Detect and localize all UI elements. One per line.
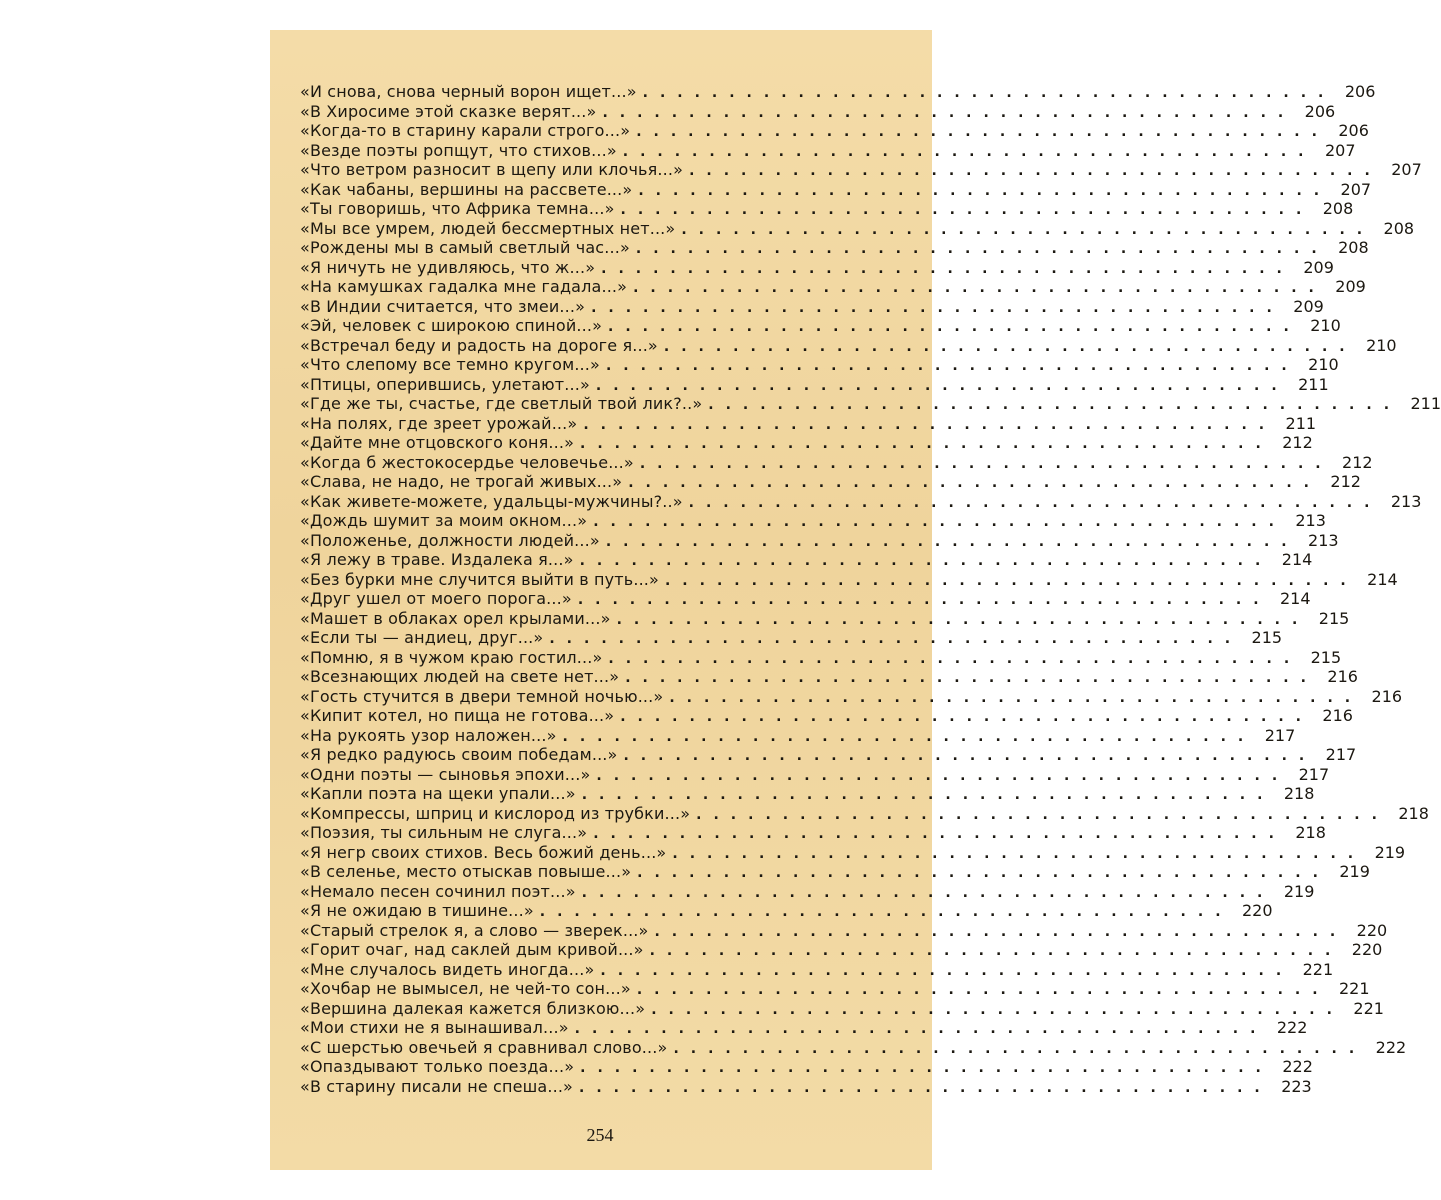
toc-entry — [300, 569, 1398, 590]
toc-entry-page: 213 — [1390, 491, 1422, 511]
dot-leader: ........................................ — [549, 631, 1243, 647]
toc-entry-page: 221 — [1302, 959, 1334, 979]
dot-leader: ........................................ — [616, 611, 1310, 628]
toc-entry-title: «Дождь шумит за моим окном...» — [300, 511, 588, 530]
toc-entry-page: 206 — [1344, 82, 1376, 101]
toc-entry-title: «Я негр своих стихов. Весь божий день...» — [300, 842, 667, 862]
toc-entry-title: «В селенье, место отыскав повыше...» — [300, 862, 632, 881]
toc-entry — [300, 764, 1330, 785]
dot-leader: ........................................ — [654, 923, 1348, 940]
toc-entry-page: 214 — [1367, 569, 1398, 589]
toc-entry-title: «Одни поэты — сыновья эпохи...» — [300, 764, 591, 784]
toc-entry-page: 206 — [1338, 121, 1369, 140]
toc-entry-page: 213 — [1295, 511, 1326, 530]
toc-entry — [300, 589, 1311, 609]
dot-leader: ........................................ — [583, 416, 1277, 433]
toc-entry-page: 208 — [1338, 238, 1369, 257]
toc-entry-title: «Если ты — андиец, друг...» — [300, 628, 544, 647]
toc-entry — [300, 296, 1324, 317]
dot-leader: ........................................ — [595, 377, 1289, 394]
toc-entry-title: «Я не ожидаю в тишине...» — [300, 901, 534, 920]
dot-leader: ........................................ — [600, 962, 1294, 979]
dot-leader: ........................................ — [639, 455, 1333, 472]
toc-entry — [300, 121, 1369, 141]
toc-entry-page: 208 — [1383, 218, 1415, 238]
toc-entry-title: «В старину писали не спеша...» — [300, 1076, 573, 1096]
toc-entry — [300, 1018, 1308, 1038]
toc-entry-title: «Как чабаны, вершины на рассвете...» — [300, 179, 633, 199]
toc-entry-title: «Друг ушел от моего порога...» — [300, 589, 572, 608]
toc-entry — [300, 199, 1354, 219]
dot-leader: ........................................ — [605, 358, 1299, 374]
toc-entry-title: «Когда б жестокосердье человечье...» — [300, 452, 634, 472]
toc-entry — [300, 1037, 1407, 1058]
toc-entry — [300, 608, 1350, 629]
toc-entry — [300, 745, 1357, 765]
toc-entry-title: «Что слепому все темно кругом...» — [300, 355, 600, 374]
toc-entry-page: 220 — [1241, 901, 1273, 920]
toc-entry — [300, 472, 1361, 492]
toc-entry — [300, 179, 1372, 200]
toc-entry-page: 212 — [1342, 452, 1373, 472]
toc-entry — [300, 920, 1388, 941]
toc-entry-title: «Встречал беду и радость на дороге я...» — [300, 335, 658, 355]
dot-leader: ........................................ — [636, 124, 1329, 140]
toc-entry — [300, 238, 1369, 258]
toc-entry — [300, 686, 1403, 707]
toc-entry-page: 221 — [1353, 998, 1384, 1018]
toc-entry — [300, 1076, 1312, 1097]
dot-leader: ........................................ — [579, 553, 1273, 569]
toc-entry-page: 217 — [1325, 745, 1357, 764]
dot-leader: ........................................ — [635, 241, 1329, 257]
toc-entry-page: 210 — [1308, 355, 1339, 374]
toc-entry-title: «В Хиросиме этой сказке верят...» — [300, 101, 597, 121]
toc-entry-page: 210 — [1310, 316, 1341, 335]
toc-entry — [300, 784, 1315, 804]
toc-entry — [300, 160, 1422, 180]
dot-leader: ........................................ — [663, 338, 1357, 355]
dot-leader: ........................................ — [649, 943, 1343, 959]
dot-leader: ........................................ — [577, 592, 1271, 608]
dot-leader: ........................................ — [579, 1079, 1272, 1096]
toc-entry-title: «Положенье, должности людей...» — [300, 530, 600, 550]
toc-entry-title: «Без бурки мне случится выйти в путь...» — [300, 569, 659, 589]
toc-entry-page: 214 — [1281, 550, 1313, 569]
dot-leader: ........................................ — [689, 163, 1382, 179]
toc-entry-page: 222 — [1282, 1057, 1313, 1076]
dot-leader: ........................................ — [593, 826, 1286, 842]
toc-entry-title: «Как живете-можете, удальцы-мужчины?..» — [300, 491, 683, 511]
toc-entry — [300, 335, 1397, 356]
toc-entry — [300, 842, 1406, 863]
toc-entry-page: 220 — [1351, 940, 1383, 959]
toc-entry — [300, 979, 1370, 999]
dot-leader: ........................................ — [539, 904, 1233, 920]
dot-leader: ........................................ — [642, 85, 1336, 101]
toc-entry-title: «Всезнающих людей на свете нет...» — [300, 667, 620, 686]
dot-leader: ........................................ — [622, 143, 1316, 160]
dot-leader: ........................................ — [628, 475, 1321, 491]
toc-entry-title: «Я ничуть не удивляюсь, что ж...» — [300, 257, 596, 277]
dot-leader: ........................................ — [596, 767, 1290, 784]
dot-leader: ........................................ — [581, 884, 1275, 901]
dot-leader: ........................................ — [669, 689, 1363, 706]
toc-entry — [300, 803, 1429, 824]
dot-leader: ........................................ — [574, 1021, 1268, 1037]
dot-leader: ........................................ — [708, 397, 1402, 413]
dot-leader: ........................................ — [696, 806, 1389, 823]
dot-leader: ........................................ — [672, 845, 1366, 862]
toc-entry — [300, 628, 1283, 648]
toc-entry-title: «Когда-то в старину карали строго...» — [300, 121, 631, 140]
toc-entry-page: 216 — [1371, 686, 1403, 706]
dot-leader: ........................................ — [620, 202, 1314, 218]
toc-entry — [300, 725, 1296, 746]
toc-entry-page: 218 — [1283, 784, 1315, 803]
toc-entry-title: «Я редко радуюсь своим победам...» — [300, 745, 618, 764]
toc-entry-title: «Капли поэта на щеки упали...» — [300, 784, 576, 803]
toc-entry-title: «Кипит котел, но пища не готова...» — [300, 706, 615, 725]
dot-leader: ........................................ — [580, 1060, 1273, 1076]
dot-leader: ........................................ — [633, 280, 1326, 296]
dot-leader: ........................................ — [562, 728, 1256, 745]
toc-entry-title: «Я лежу в траве. Издалека я...» — [300, 550, 574, 569]
toc-entry-page: 212 — [1282, 433, 1313, 452]
toc-entry-page: 212 — [1330, 472, 1361, 491]
toc-entry-title: «И снова, снова черный ворон ищет...» — [300, 82, 637, 101]
toc-entry-page: 217 — [1264, 725, 1296, 745]
toc-entry-page: 211 — [1410, 394, 1441, 413]
toc-entry — [300, 140, 1356, 161]
toc-entry-title: «Мои стихи не я вынашивал...» — [300, 1018, 569, 1037]
toc-entry — [300, 940, 1383, 960]
dot-leader: ........................................ — [681, 221, 1375, 238]
toc-entry — [300, 82, 1376, 102]
toc-entry — [300, 257, 1334, 278]
toc-entry — [300, 511, 1326, 531]
toc-entry-title: «Компрессы, шприц и кислород из трубки...» — [300, 803, 691, 823]
dot-leader: ........................................ — [602, 104, 1296, 121]
toc-entry — [300, 413, 1317, 434]
toc-entry-page: 218 — [1295, 823, 1326, 842]
toc-entry-title: «Помню, я в чужом краю гостил...» — [300, 647, 603, 667]
toc-entry — [300, 862, 1370, 882]
toc-entry-title: «Везде поэты ропщут, что стихов...» — [300, 140, 617, 160]
toc-entry — [300, 491, 1422, 512]
toc-entry-page: 207 — [1391, 160, 1422, 179]
toc-entry-page: 215 — [1318, 608, 1350, 628]
toc-entry — [300, 881, 1315, 902]
toc-entry-title: «Что ветром разносит в щепу или клочья...» — [300, 160, 684, 179]
toc-entry — [300, 374, 1329, 395]
dot-leader: ........................................ — [651, 1001, 1344, 1018]
toc-entry-title: «Поэзия, ты сильным не слуга...» — [300, 823, 588, 842]
toc-entry — [300, 1057, 1313, 1077]
toc-entry-title: «На рукоять узор наложен...» — [300, 725, 557, 745]
toc-entry-title: «Гость стучится в двери темной ночью...» — [300, 686, 664, 706]
toc-entry-page: 209 — [1303, 257, 1334, 277]
toc-entry — [300, 550, 1313, 570]
toc-entry-page: 215 — [1310, 647, 1342, 667]
dot-leader: ........................................ — [608, 650, 1302, 667]
toc-entry-title: «Старый стрелок я, а слово — зверек...» — [300, 920, 649, 940]
dot-leader: ........................................ — [591, 299, 1284, 316]
toc-entry-page: 208 — [1322, 199, 1354, 218]
toc-entry-title: «Дайте мне отцовского коня...» — [300, 433, 575, 452]
toc-entry-page: 213 — [1308, 530, 1339, 550]
toc-entry-page: 223 — [1281, 1076, 1312, 1096]
toc-entry — [300, 433, 1313, 453]
toc-entry-page: 222 — [1375, 1037, 1407, 1057]
toc-entry-page: 219 — [1374, 842, 1406, 862]
toc-entry-title: «Вершина далекая кажется близкою...» — [300, 998, 646, 1018]
dot-leader: ........................................ — [608, 319, 1301, 335]
toc-entry-title: «Горит очаг, над саклей дым кривой...» — [300, 940, 644, 959]
toc-entry-title: «В Индии считается, что змеи...» — [300, 296, 586, 316]
toc-entry — [300, 101, 1336, 122]
toc-entry-title: «Слава, не надо, не трогай живых...» — [300, 472, 623, 491]
dot-leader: ........................................ — [664, 572, 1358, 589]
dot-leader: ........................................ — [581, 787, 1275, 803]
toc-entry — [300, 901, 1273, 921]
toc-entry-page: 209 — [1335, 277, 1366, 296]
toc-entry-title: «Мне случалось видеть иногда...» — [300, 959, 595, 979]
dot-leader: ........................................ — [688, 494, 1382, 511]
toc-entry-page: 218 — [1398, 803, 1429, 823]
dot-leader: ........................................ — [605, 533, 1299, 550]
toc-entry-page: 214 — [1280, 589, 1311, 608]
table-of-contents — [300, 82, 1441, 1096]
toc-entry — [300, 823, 1326, 843]
toc-entry — [300, 998, 1384, 1019]
dot-leader: ........................................ — [593, 514, 1286, 530]
toc-entry-page: 211 — [1285, 413, 1317, 433]
toc-entry-page: 207 — [1340, 179, 1372, 199]
toc-entry-page: 217 — [1298, 764, 1330, 784]
toc-entry-page: 220 — [1356, 920, 1388, 940]
toc-entry — [300, 706, 1353, 726]
toc-entry — [300, 959, 1334, 980]
toc-entry-title: «Эй, человек с широкою спиной...» — [300, 316, 603, 335]
toc-entry-page: 216 — [1322, 706, 1353, 725]
toc-entry-title: «На камушках гадалка мне гадала...» — [300, 277, 628, 296]
toc-entry-page: 219 — [1283, 881, 1315, 901]
dot-leader: ........................................ — [625, 670, 1318, 686]
toc-entry-title: «Птицы, оперившись, улетают...» — [300, 374, 590, 394]
dot-leader: ........................................ — [638, 182, 1332, 199]
toc-entry-page: 209 — [1293, 296, 1324, 316]
toc-entry-title: «На полях, где зреет урожай...» — [300, 413, 578, 433]
toc-entry — [300, 277, 1366, 297]
toc-entry — [300, 647, 1342, 668]
toc-entry — [300, 218, 1415, 239]
dot-leader: ........................................ — [580, 436, 1273, 452]
toc-entry-title: «Машет в облаках орел крылами...» — [300, 608, 611, 628]
toc-entry-page: 215 — [1251, 628, 1283, 647]
toc-entry-title: «Опаздывают только поезда...» — [300, 1057, 575, 1076]
toc-entry-page: 207 — [1324, 140, 1356, 160]
toc-entry-page: 222 — [1276, 1018, 1308, 1037]
toc-entry-page: 206 — [1304, 101, 1336, 121]
dot-leader: ........................................ — [601, 260, 1294, 277]
toc-entry — [300, 316, 1341, 336]
toc-entry-title: «Ты говоришь, что Африка темна...» — [300, 199, 615, 218]
toc-entry — [300, 530, 1339, 551]
toc-entry-page: 221 — [1339, 979, 1370, 998]
toc-entry-page: 211 — [1298, 374, 1329, 394]
toc-entry-page: 210 — [1366, 335, 1397, 355]
toc-entry-title: «Мы все умрем, людей бессмертных нет...» — [300, 218, 676, 238]
toc-entry-title: «Хочбар не вымысел, не чей-то сон...» — [300, 979, 631, 998]
toc-entry-page: 219 — [1339, 862, 1370, 881]
dot-leader: ........................................ — [636, 982, 1330, 998]
toc-entry-title: «Где же ты, счастье, где светлый твой лик?..» — [300, 394, 703, 413]
dot-leader: ........................................ — [620, 709, 1313, 725]
toc-entry-title: «С шерстью овечьей я сравнивал слово...» — [300, 1037, 668, 1057]
dot-leader: ........................................ — [673, 1040, 1367, 1057]
dot-leader: ........................................ — [637, 865, 1330, 881]
toc-entry — [300, 452, 1373, 473]
toc-entry-title: «Рождены мы в самый светлый час...» — [300, 238, 630, 257]
toc-entry — [300, 355, 1339, 375]
page-number-footer: 254 — [586, 1125, 614, 1145]
toc-entry-page: 216 — [1327, 667, 1358, 686]
toc-entry — [300, 667, 1358, 687]
toc-entry-title: «Немало песен сочинил поэт...» — [300, 881, 576, 901]
dot-leader: ........................................ — [623, 748, 1317, 764]
toc-entry — [300, 394, 1441, 414]
